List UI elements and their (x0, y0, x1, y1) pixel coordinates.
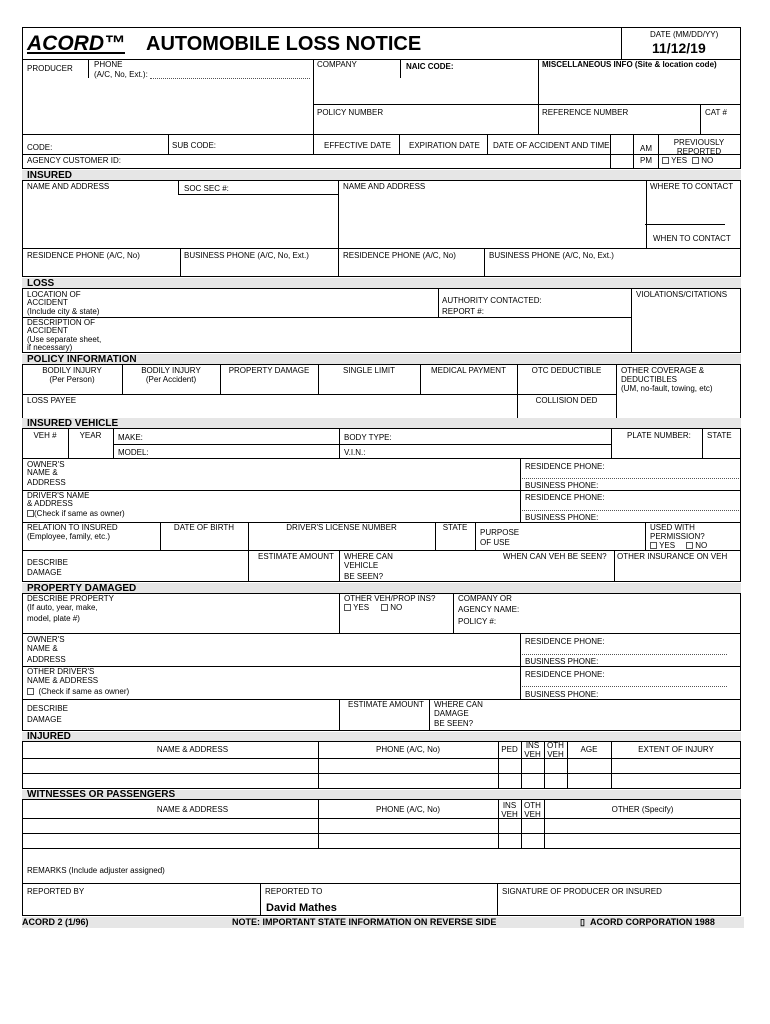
prev-reported-no[interactable] (692, 156, 713, 165)
rule (475, 522, 476, 550)
prop-owner-label-1: OWNER'S (27, 635, 65, 644)
previously-reported-label: PREVIOUSLY REPORTED (673, 138, 725, 156)
remarks-label: REMARKS (Include adjuster assigned) (27, 866, 165, 875)
witness-oth-header: OTH VEH (524, 801, 541, 819)
rule (611, 428, 612, 458)
used-with-label-2: PERMISSION? (650, 532, 705, 541)
witness-phone-header: PHONE (A/C, No) (375, 805, 440, 814)
rule (429, 699, 430, 731)
checkbox[interactable] (27, 510, 34, 517)
describe-damage-label-1: DESCRIBE (27, 558, 68, 567)
authority-label: AUTHORITY CONTACTED: (442, 296, 542, 305)
rule (22, 666, 741, 667)
accident-date-label: DATE OF ACCIDENT AND TIME (493, 141, 610, 150)
acord-logo: ACORD™ (27, 32, 125, 55)
code-label: CODE: (27, 143, 53, 152)
loss-title: LOSS (27, 278, 55, 289)
rule (484, 248, 485, 277)
rule (658, 134, 659, 169)
prop-desc-label-2: (If auto, year, make, (27, 603, 98, 612)
rule (22, 773, 741, 774)
injured-extent-header: EXTENT OF INJURY (638, 745, 714, 754)
describe-damage-label-2: DAMAGE (27, 568, 62, 577)
rule (88, 59, 89, 78)
prop-driver-same-as-owner[interactable] (27, 687, 129, 696)
checkbox[interactable] (686, 542, 693, 549)
property-damage-label: PROPERTY DAMAGE (228, 366, 310, 375)
other-veh-no[interactable] (381, 603, 402, 612)
yes-label: YES (659, 541, 676, 550)
bi-accident-label: BODILY INJURY (Per Accident) (141, 366, 201, 384)
relation-label-1: RELATION TO INSURED (27, 523, 118, 532)
prop-driver-label-2: NAME & ADDRESS (27, 676, 99, 685)
license-label: DRIVER'S LICENSE NUMBER (286, 523, 397, 532)
insured-title: INSURED (27, 170, 73, 181)
rule (339, 428, 340, 458)
rule (22, 248, 741, 249)
vehicle-title: INSURED VEHICLE (27, 418, 119, 429)
no-label: NO (390, 603, 403, 612)
am-label[interactable]: AM (640, 144, 652, 153)
rule (22, 758, 741, 759)
injured-oth-header: OTH VEH (547, 741, 564, 759)
where-seen-label-2: VEHICLE (344, 561, 379, 570)
insured-block (22, 180, 741, 277)
rule (113, 428, 114, 458)
owner-label-3: ADDRESS (27, 478, 66, 487)
model-label: MODEL: (118, 448, 149, 457)
insured-name2-label: NAME AND ADDRESS (343, 182, 426, 191)
description-label-3: (Use separate sheet, (27, 335, 102, 344)
copyright-text: ACORD CORPORATION 1988 (589, 917, 715, 927)
rule (180, 248, 181, 277)
witness-name-header: NAME & ADDRESS (156, 805, 229, 814)
rule (646, 180, 647, 248)
rule (22, 394, 616, 395)
rule (399, 134, 400, 154)
header-divider (621, 27, 622, 60)
violations-label: VIOLATIONS/CITATIONS (636, 290, 728, 299)
rule (453, 593, 454, 633)
report-label: REPORT #: (442, 307, 484, 316)
driver-label-1: DRIVER'S NAME (27, 491, 90, 500)
checkbox[interactable] (27, 688, 34, 695)
company-label: COMPANY (317, 60, 357, 69)
no-label: NO (701, 156, 714, 165)
yes-label: YES (671, 156, 688, 165)
signature-label: SIGNATURE OF PRODUCER OR INSURED (502, 887, 662, 896)
checkbox[interactable] (692, 157, 699, 164)
naic-label: NAIC CODE: (406, 62, 454, 71)
contact-underline (645, 224, 725, 225)
driver-res-phone-label: RESIDENCE PHONE: (525, 493, 605, 502)
description-label-4: if necessary) (27, 343, 73, 352)
body-type-label: BODY TYPE: (344, 433, 392, 442)
prop-where-label-2: DAMAGE (434, 709, 469, 718)
rule (522, 510, 739, 511)
prop-owner-label-3: ADDRESS (27, 655, 66, 664)
dob-label: DATE OF BIRTH (173, 523, 235, 532)
yes-label: YES (353, 603, 370, 612)
injured-title: INJURED (27, 731, 71, 742)
witness-other-header: OTHER (Specify) (611, 805, 674, 814)
reference-number-label: REFERENCE NUMBER (542, 108, 629, 117)
purpose-label-2: OF USE (480, 538, 510, 547)
injured-ped-header: PED (501, 745, 518, 754)
rule (497, 883, 498, 916)
other-coverage-label-1: OTHER COVERAGE & (621, 366, 705, 375)
permission-yes[interactable] (650, 541, 675, 550)
reported-by-label: REPORTED BY (27, 887, 85, 896)
prop-driver-res-phone-label: RESIDENCE PHONE: (525, 670, 605, 679)
other-veh-yes[interactable] (344, 603, 369, 612)
form-id: ACORD 2 (1/96) (22, 917, 89, 927)
rule (487, 134, 488, 154)
company-agency-label-1: COMPANY OR (458, 594, 512, 603)
rule (22, 818, 741, 819)
estimate-label: ESTIMATE AMOUNT (258, 552, 334, 561)
rule (702, 428, 703, 458)
make-label: MAKE: (118, 433, 143, 442)
rule (645, 522, 646, 550)
owner-label-1: OWNER'S (27, 460, 65, 469)
rule (522, 654, 727, 655)
rule (22, 550, 741, 551)
rule (22, 490, 741, 491)
driver-bus-phone-label: BUSINESS PHONE: (525, 513, 599, 522)
rule (339, 550, 340, 582)
agency-customer-label: AGENCY CUSTOMER ID: (27, 156, 121, 165)
driver-same-as-owner[interactable] (27, 509, 125, 518)
injured-name-header: NAME & ADDRESS (156, 745, 229, 754)
effective-date-label: EFFECTIVE DATE (324, 141, 391, 150)
rule (313, 59, 314, 154)
injured-ins-header: INS VEH (524, 741, 541, 759)
rule (22, 154, 741, 155)
prop-policy-label: POLICY #: (458, 617, 497, 626)
permission-no[interactable] (686, 541, 707, 550)
insured-bus-phone2-label: BUSINESS PHONE (A/C, No, Ext.) (489, 251, 614, 260)
prev-reported-yes[interactable] (662, 156, 687, 165)
insured-bus-phone-label: BUSINESS PHONE (A/C, No, Ext.) (184, 251, 309, 260)
witness-ins-header: INS VEH (501, 801, 518, 819)
veh-num-label: VEH # (33, 431, 57, 440)
medical-payment-label: MEDICAL PAYMENT (431, 366, 506, 375)
relation-label-2: (Employee, family, etc.) (27, 532, 110, 541)
prop-describe-label-1: DESCRIBE (27, 704, 68, 713)
owner-res-phone-label: RESIDENCE PHONE: (525, 462, 605, 471)
rule (22, 633, 741, 634)
owner-bus-phone-label: BUSINESS PHONE: (525, 481, 599, 490)
plate-label: PLATE NUMBER: (627, 431, 691, 440)
insured-res-phone-label: RESIDENCE PHONE (A/C, No) (27, 251, 140, 260)
soc-sec-label: SOC SEC #: (184, 184, 229, 193)
copyright-icon: ▯ (580, 917, 585, 927)
misc-label: MISCELLANEOUS INFO (Site & location code) (542, 60, 717, 69)
location-label-3: (Include city & state) (27, 307, 100, 316)
injured-phone-header: PHONE (A/C, No) (375, 745, 440, 754)
prop-describe-label-2: DAMAGE (27, 715, 62, 724)
phone-label: PHONE (94, 60, 123, 69)
purpose-label-1: PURPOSE (480, 528, 520, 537)
date-value[interactable]: 11/12/19 (652, 40, 706, 56)
other-insurance-label: OTHER INSURANCE ON VEH (617, 552, 728, 561)
cat-label: CAT # (705, 108, 727, 117)
insured-res-phone2-label: RESIDENCE PHONE (A/C, No) (343, 251, 456, 260)
prop-estimate-label: ESTIMATE AMOUNT (348, 700, 424, 709)
policy-number-label: POLICY NUMBER (317, 108, 384, 117)
prop-where-label-3: BE SEEN? (434, 719, 474, 728)
subcode-label: SUB CODE: (172, 141, 217, 150)
same-as-owner-label: (Check if same as owner) (34, 509, 125, 518)
other-coverage-label-2: DEDUCTIBLES (621, 375, 678, 384)
collision-label: COLLISION DED (535, 396, 598, 405)
rule (168, 134, 169, 154)
phone-sub-label: (A/C, No, Ext.): (94, 70, 148, 79)
rule (614, 550, 615, 582)
producer-label: PRODUCER (27, 64, 73, 73)
prop-desc-label-1: DESCRIBE PROPERTY (27, 594, 114, 603)
rule (22, 317, 631, 318)
rule (400, 59, 401, 78)
reported-to-label: REPORTED TO (265, 887, 323, 896)
property-block (22, 593, 741, 731)
other-coverage-label-3: (UM, no-fault, towing, etc) (621, 384, 713, 393)
loss-payee-label: LOSS PAYEE (27, 396, 77, 405)
bi-person-label: BODILY INJURY (Per Person) (42, 366, 102, 384)
prop-owner-res-phone-label: RESIDENCE PHONE: (525, 637, 605, 646)
insured-name-label: NAME AND ADDRESS (27, 182, 110, 191)
single-limit-label: SINGLE LIMIT (342, 366, 395, 375)
owner-label-2: NAME & (27, 468, 58, 477)
phone-underline (150, 78, 310, 79)
rule (522, 478, 739, 479)
prop-owner-bus-phone-label: BUSINESS PHONE: (525, 657, 599, 666)
prop-driver-bus-phone-label: BUSINESS PHONE: (525, 690, 599, 699)
year-label: YEAR (79, 431, 102, 440)
reported-to-value[interactable]: David Mathes (266, 902, 337, 914)
where-seen-label-3: BE SEEN? (344, 572, 384, 581)
location-label-2: ACCIDENT (27, 298, 68, 307)
description-label-1: DESCRIPTION OF (27, 318, 96, 327)
where-seen-label-1: WHERE CAN (344, 552, 393, 561)
checkbox[interactable] (381, 604, 388, 611)
rule (633, 134, 634, 169)
rule (616, 364, 617, 419)
rule (538, 104, 539, 134)
rule (339, 593, 340, 633)
rule (113, 444, 611, 445)
company-agency-label-2: AGENCY NAME: (458, 605, 520, 614)
policy-title: POLICY INFORMATION (27, 354, 137, 365)
rule (22, 833, 741, 834)
when-to-contact-label: WHEN TO CONTACT (653, 234, 731, 243)
where-to-contact-label: WHERE TO CONTACT (650, 182, 734, 191)
form-title: AUTOMOBILE LOSS NOTICE (146, 33, 422, 55)
pm-label[interactable]: PM (640, 156, 652, 165)
loss-block (22, 288, 741, 353)
rule (538, 59, 539, 105)
checkbox[interactable] (650, 542, 657, 549)
no-label: NO (695, 541, 708, 550)
witnesses-title: WITNESSES OR PASSENGERS (27, 789, 176, 800)
injured-age-header: AGE (580, 745, 598, 754)
property-title: PROPERTY DAMAGED (27, 583, 137, 594)
date-label: DATE (MM/DD/YY) (650, 30, 719, 39)
rule (22, 458, 741, 459)
rule (522, 686, 727, 687)
checkbox[interactable] (662, 157, 669, 164)
same-as-owner-label: (Check if same as owner) (38, 687, 130, 696)
description-label-2: ACCIDENT (27, 326, 68, 335)
when-seen-label: WHEN CAN VEH BE SEEN? (503, 552, 607, 561)
rule (610, 134, 611, 169)
state-label: STATE (707, 431, 732, 440)
rule (313, 104, 741, 105)
rule (631, 288, 632, 353)
prop-where-label-1: WHERE CAN (434, 700, 483, 709)
prop-driver-label-1: OTHER DRIVER'S (27, 667, 95, 676)
used-with-label-1: USED WITH (650, 523, 695, 532)
driver-label-2: & ADDRESS (27, 499, 73, 508)
rule (339, 699, 340, 731)
prop-desc-label-3: model, plate #) (27, 614, 80, 623)
footer-note: NOTE: IMPORTANT STATE INFORMATION ON REVERSE SIDE (232, 917, 497, 927)
rule (260, 883, 261, 916)
checkbox[interactable] (344, 604, 351, 611)
license-state-label: STATE (442, 523, 468, 532)
otc-label: OTC DEDUCTIBLE (531, 366, 602, 375)
other-veh-label: OTHER VEH/PROP INS? (344, 594, 436, 603)
vin-label: V.I.N.: (344, 448, 366, 457)
copyright (580, 917, 715, 928)
rule (438, 288, 439, 317)
prop-owner-label-2: NAME & (27, 644, 58, 653)
expiration-date-label: EXPIRATION DATE (409, 141, 480, 150)
location-label-1: LOCATION OF (27, 290, 81, 299)
rule (700, 104, 701, 134)
